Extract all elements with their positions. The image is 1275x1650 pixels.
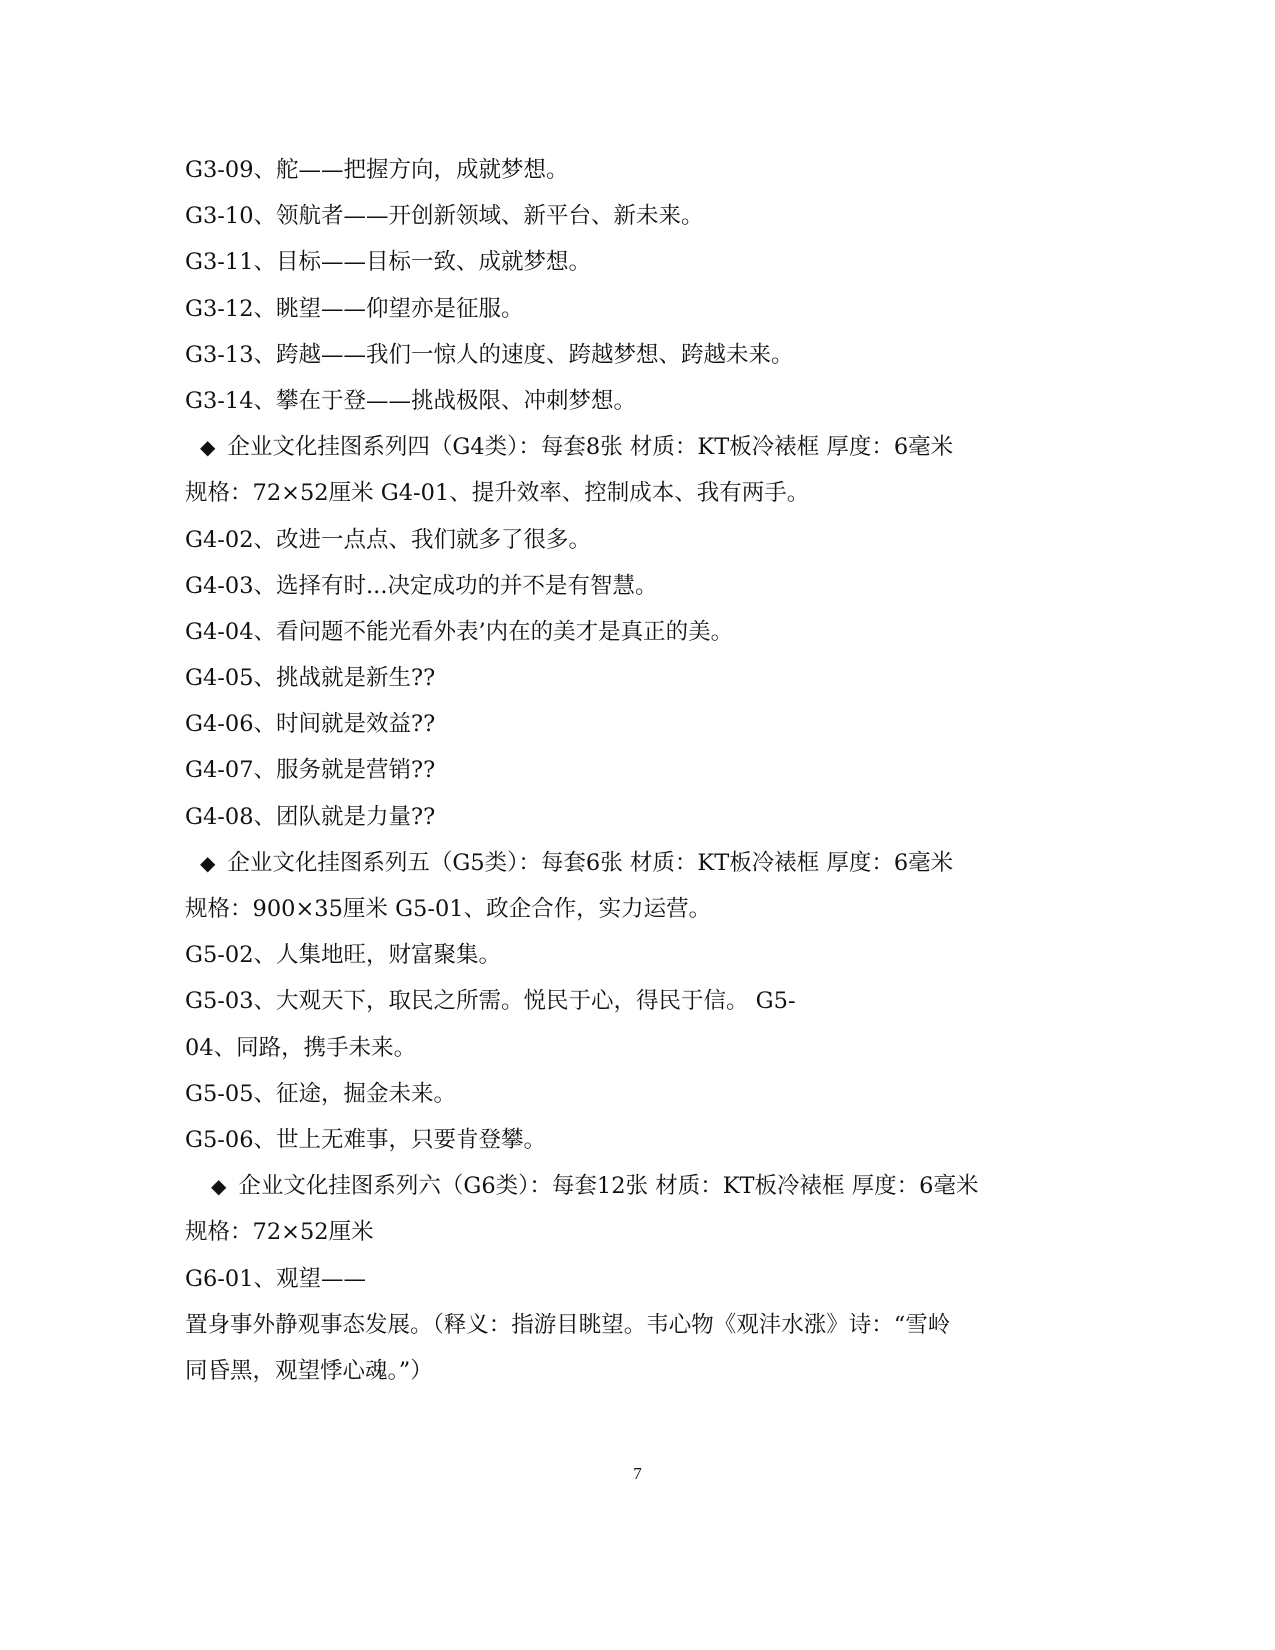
series-heading-text: 企业文化挂图系列五（G5类）：每套6张 材质：KT板冷裱框 厚度：6毫米 <box>227 849 954 876</box>
series-heading <box>185 1168 1045 1214</box>
diamond-bullet-icon: ◆ <box>200 850 216 875</box>
text-line: G4-08、团队就是力量?? <box>185 803 436 830</box>
series-heading <box>185 845 1045 891</box>
text-line: 置身事外静观事态发展。（释义：指游目眺望。韦心物《观沣水涨》诗：“雪岭 <box>185 1311 951 1338</box>
text-line: G4-07、服务就是营销?? <box>185 757 436 784</box>
text-line: G3-12、眺望——仰望亦是征服。 <box>185 295 524 322</box>
text-line: G3-11、目标——目标一致、成就梦想。 <box>185 249 592 276</box>
text-line: G3-13、跨越——我们一惊人的速度、跨越梦想、跨越未来。 <box>185 341 794 368</box>
text-line: G5-06、世上无难事，只要肯登攀。 <box>185 1126 547 1153</box>
text-line: G4-03、选择有时...决定成功的并不是有智慧。 <box>185 572 658 599</box>
text-line: 04、同路，携手未来。 <box>185 1034 417 1061</box>
text-line: G4-05、挑战就是新生?? <box>185 665 436 692</box>
text-line: 规格：72×52厘米 G4-01、提升效率、控制成本、我有两手。 <box>185 480 810 507</box>
diamond-bullet-icon: ◆ <box>200 435 216 460</box>
page-number: 7 <box>633 1464 642 1483</box>
series-heading-text: 企业文化挂图系列六（G6类）：每套12张 材质：KT板冷裱框 厚度：6毫米 <box>238 1173 979 1200</box>
text-line: 同昏黑，观望悸心魂。”） <box>185 1357 433 1384</box>
text-line: G3-10、领航者——开创新领域、新平台、新未来。 <box>185 203 704 230</box>
text-line: G4-02、改进一点点、我们就多了很多。 <box>185 526 592 553</box>
text-line: G3-09、舵——把握方向，成就梦想。 <box>185 157 569 183</box>
text-line: G5-05、征途，掘金未来。 <box>185 1080 457 1107</box>
text-line: G4-04、看问题不能光看外表’内在的美才是真正的美。 <box>185 618 734 645</box>
diamond-bullet-icon: ◆ <box>211 1174 227 1199</box>
text-line: 规格：72×52厘米 <box>185 1219 374 1246</box>
series-heading <box>185 429 1045 475</box>
body-text <box>185 152 1045 1399</box>
text-line: G5-02、人集地旺，财富聚集。 <box>185 942 502 969</box>
series-heading-text: 企业文化挂图系列四（G4类）：每套8张 材质：KT板冷裱框 厚度：6毫米 <box>227 434 954 461</box>
text-line: 规格：900×35厘米 G5-01、政企合作，实力运营。 <box>185 896 712 922</box>
text-line: G6-01、观望—— <box>185 1265 367 1292</box>
text-line: G3-14、攀在于登——挑战极限、冲刺梦想。 <box>185 387 637 414</box>
text-line: G4-06、时间就是效益?? <box>185 711 436 738</box>
text-line: G5-03、大观天下，取民之所需。悦民于心，得民于信。 G5- <box>185 988 796 1015</box>
